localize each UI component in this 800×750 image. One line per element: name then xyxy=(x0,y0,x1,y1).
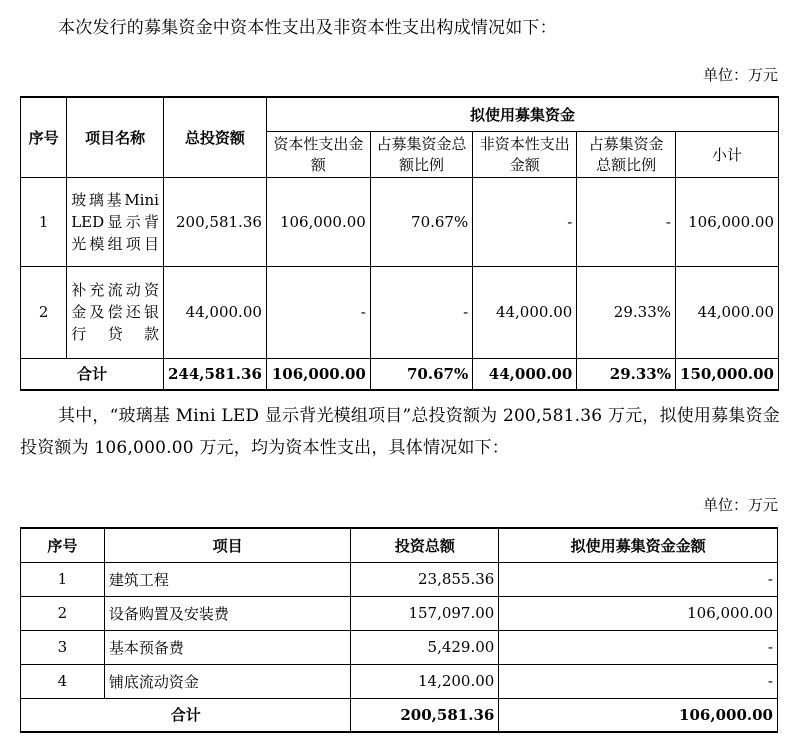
total-row xyxy=(21,698,778,732)
table-row xyxy=(21,596,778,630)
table-row xyxy=(21,266,779,358)
cell-noncap-ratio: 29.33% xyxy=(577,266,676,358)
total-invest: 200,581.36 xyxy=(351,698,499,732)
total-subtotal: 150,000.00 xyxy=(676,358,779,390)
header-total: 总投资额 xyxy=(163,97,266,177)
cell-seq: 2 xyxy=(21,596,105,630)
cell-seq: 1 xyxy=(21,562,105,596)
total-noncap-amount: 44,000.00 xyxy=(473,358,577,390)
total-cap-amount: 106,000.00 xyxy=(266,358,370,390)
total-raise: 106,000.00 xyxy=(499,698,778,732)
header-name: 项目名称 xyxy=(67,97,164,177)
cell-seq: 4 xyxy=(21,664,105,698)
cell-seq: 3 xyxy=(21,630,105,664)
cell-raise: - xyxy=(499,630,778,664)
unit-label: 单位：万元 xyxy=(702,66,778,84)
cell-subtotal: 106,000.00 xyxy=(676,177,779,266)
cell-name: 玻璃基Mini LED显示背光模组项目 xyxy=(67,177,164,266)
cell-invest: 23,855.36 xyxy=(351,562,499,596)
header-invest: 投资总额 xyxy=(351,528,499,562)
cell-cap-ratio: 70.67% xyxy=(370,177,472,266)
header-seq: 序号 xyxy=(21,528,105,562)
cell-item: 铺底流动资金 xyxy=(104,664,351,698)
cell-total: 44,000.00 xyxy=(163,266,266,358)
table-row xyxy=(21,664,778,698)
header-item: 项目 xyxy=(104,528,351,562)
header-cap-ratio: 占募集资金总额比例 xyxy=(370,131,472,177)
cell-raise: - xyxy=(499,562,778,596)
table-row xyxy=(21,177,779,266)
cell-item: 设备购置及安装费 xyxy=(104,596,351,630)
header-raise: 拟使用募集资金金额 xyxy=(499,528,778,562)
cell-item: 建筑工程 xyxy=(104,562,351,596)
cell-total: 200,581.36 xyxy=(163,177,266,266)
cell-invest: 157,097.00 xyxy=(351,596,499,630)
header-group: 拟使用募集资金 xyxy=(266,97,778,131)
header-noncap-amount: 非资本性支出金额 xyxy=(473,131,577,177)
cell-raise: 106,000.00 xyxy=(499,596,778,630)
intro-paragraph: 本次发行的募集资金中资本性支出及非资本性支出构成情况如下： xyxy=(58,18,557,38)
cell-invest: 14,200.00 xyxy=(351,664,499,698)
header-cap-amount: 资本性支出金额 xyxy=(266,131,370,177)
header-noncap-ratio: 占募集资金总额比例 xyxy=(577,131,676,177)
cell-cap-ratio: - xyxy=(370,266,472,358)
cell-subtotal: 44,000.00 xyxy=(676,266,779,358)
investment-breakdown-table xyxy=(20,527,778,733)
cell-name: 补充流动资金及偿还银行贷款 xyxy=(67,266,164,358)
cell-seq: 2 xyxy=(21,266,67,358)
total-cap-ratio: 70.67% xyxy=(370,358,472,390)
detail-paragraph: 其中，“玻璃基 Mini LED 显示背光模组项目”总投资额为 200,581.36 万元，拟使用募集资金投资额为 106,000.00 万元，均为资本性支出，具体情况如下： xyxy=(20,406,780,458)
cell-noncap-ratio: - xyxy=(577,177,676,266)
total-label: 合计 xyxy=(21,358,164,390)
cell-seq: 1 xyxy=(21,177,67,266)
total-total: 244,581.36 xyxy=(163,358,266,390)
capital-expenditure-table xyxy=(20,96,779,391)
cell-noncap-amount: 44,000.00 xyxy=(473,266,577,358)
cell-invest: 5,429.00 xyxy=(351,630,499,664)
unit-label: 单位：万元 xyxy=(702,496,778,514)
header-subtotal: 小计 xyxy=(676,131,779,177)
total-noncap-ratio: 29.33% xyxy=(577,358,676,390)
total-row xyxy=(21,358,779,390)
header-seq: 序号 xyxy=(21,97,67,177)
total-label: 合计 xyxy=(21,698,351,732)
table-row xyxy=(21,562,778,596)
cell-cap-amount: - xyxy=(266,266,370,358)
cell-noncap-amount: - xyxy=(473,177,577,266)
cell-raise: - xyxy=(499,664,778,698)
cell-item: 基本预备费 xyxy=(104,630,351,664)
table-row xyxy=(21,630,778,664)
cell-cap-amount: 106,000.00 xyxy=(266,177,370,266)
